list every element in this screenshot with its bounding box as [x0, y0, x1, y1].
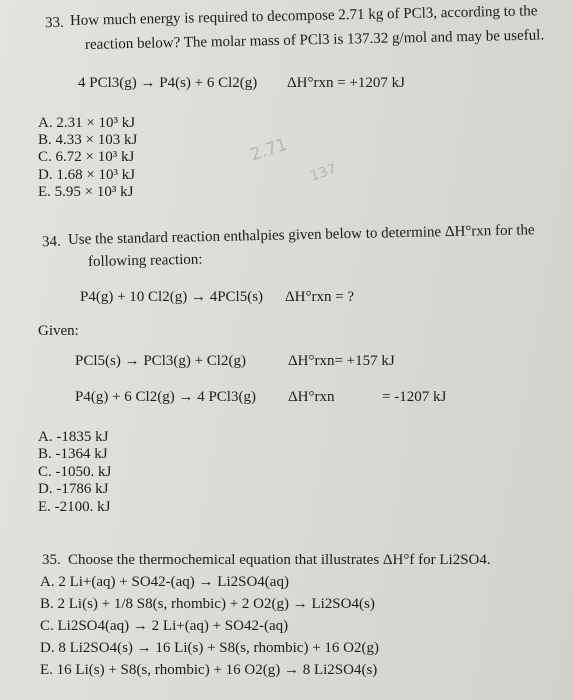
pencil-note-2.71: 2.71 [247, 134, 291, 166]
q33-option-b: B. 4.33 × 103 kJ [38, 132, 138, 148]
q33-option-d: D. 1.68 × 10³ kJ [38, 167, 136, 183]
q34-text-line2: following reaction: [87, 251, 203, 270]
q34-text-line1: Use the standard reaction enthalpies given below to determine ΔH°rxn for the [67, 222, 535, 248]
q35-option-d: D. 8 Li2SO4(s) → 16 Li(s) + S8(s, rhombic) + 16 O2(g) [40, 640, 379, 656]
q35-number: 35. [42, 552, 61, 568]
q33-number: 33. [44, 14, 64, 32]
q34-number: 34. [41, 233, 61, 251]
q35-option-b: B. 2 Li(s) + 1/8 S8(s, rhombic) + 2 O2(g) → Li2SO4(s) [40, 596, 375, 612]
q34-given-label: Given: [38, 323, 79, 339]
q35-option-a: A. 2 Li+(aq) + SO42-(aq) → Li2SO4(aq) [40, 574, 289, 590]
q35-option-e: E. 16 Li(s) + S8(s, rhombic) + 16 O2(g) → 8 Li2SO4(s) [40, 662, 378, 678]
q34-given1-equation: PCl5(s) → PCl3(g) + Cl2(g) [75, 353, 246, 369]
q34-option-d: D. -1786 kJ [38, 481, 109, 497]
q34-option-a: A. -1835 kJ [38, 429, 109, 445]
q33-option-a: A. 2.31 × 10³ kJ [38, 115, 136, 131]
q33-equation: 4 PCl3(g) → P4(s) + 6 Cl2(g) [78, 75, 258, 91]
q34-enthalpy: ΔH°rxn = ? [285, 289, 355, 305]
q34-given2-value: = -1207 kJ [382, 389, 447, 405]
q34-given2-enthalpy: ΔH°rxn [288, 389, 335, 405]
q33-enthalpy: ΔH°rxn = +1207 kJ [287, 75, 405, 91]
q34-equation: P4(g) + 10 Cl2(g) → 4PCl5(s) [80, 289, 264, 305]
q34-option-b: B. -1364 kJ [38, 446, 108, 462]
q34-option-c: C. -1050. kJ [38, 464, 112, 480]
q34-given1-enthalpy: ΔH°rxn= +157 kJ [288, 353, 395, 369]
q33-text-line2: reaction below? The molar mass of PCl3 is 137.32 g/mol and may be useful. [84, 27, 545, 53]
q33-option-c: C. 6.72 × 10³ kJ [38, 149, 135, 165]
q34-given2-equation: P4(g) + 6 Cl2(g) → 4 PCl3(g) [75, 389, 256, 405]
q35-text-line1: Choose the thermochemical equation that illustrates ΔH°f for Li2SO4. [68, 552, 491, 568]
q33-option-e: E. 5.95 × 10³ kJ [38, 184, 134, 200]
q33-text-line1: How much energy is required to decompose 2.71 kg of PCl3, according to the [69, 3, 538, 29]
q34-option-e: E. -2100. kJ [38, 499, 111, 515]
pencil-note-137: 137 [308, 161, 339, 185]
q35-option-c: C. Li2SO4(aq) → 2 Li+(aq) + SO42-(aq) [40, 618, 289, 634]
